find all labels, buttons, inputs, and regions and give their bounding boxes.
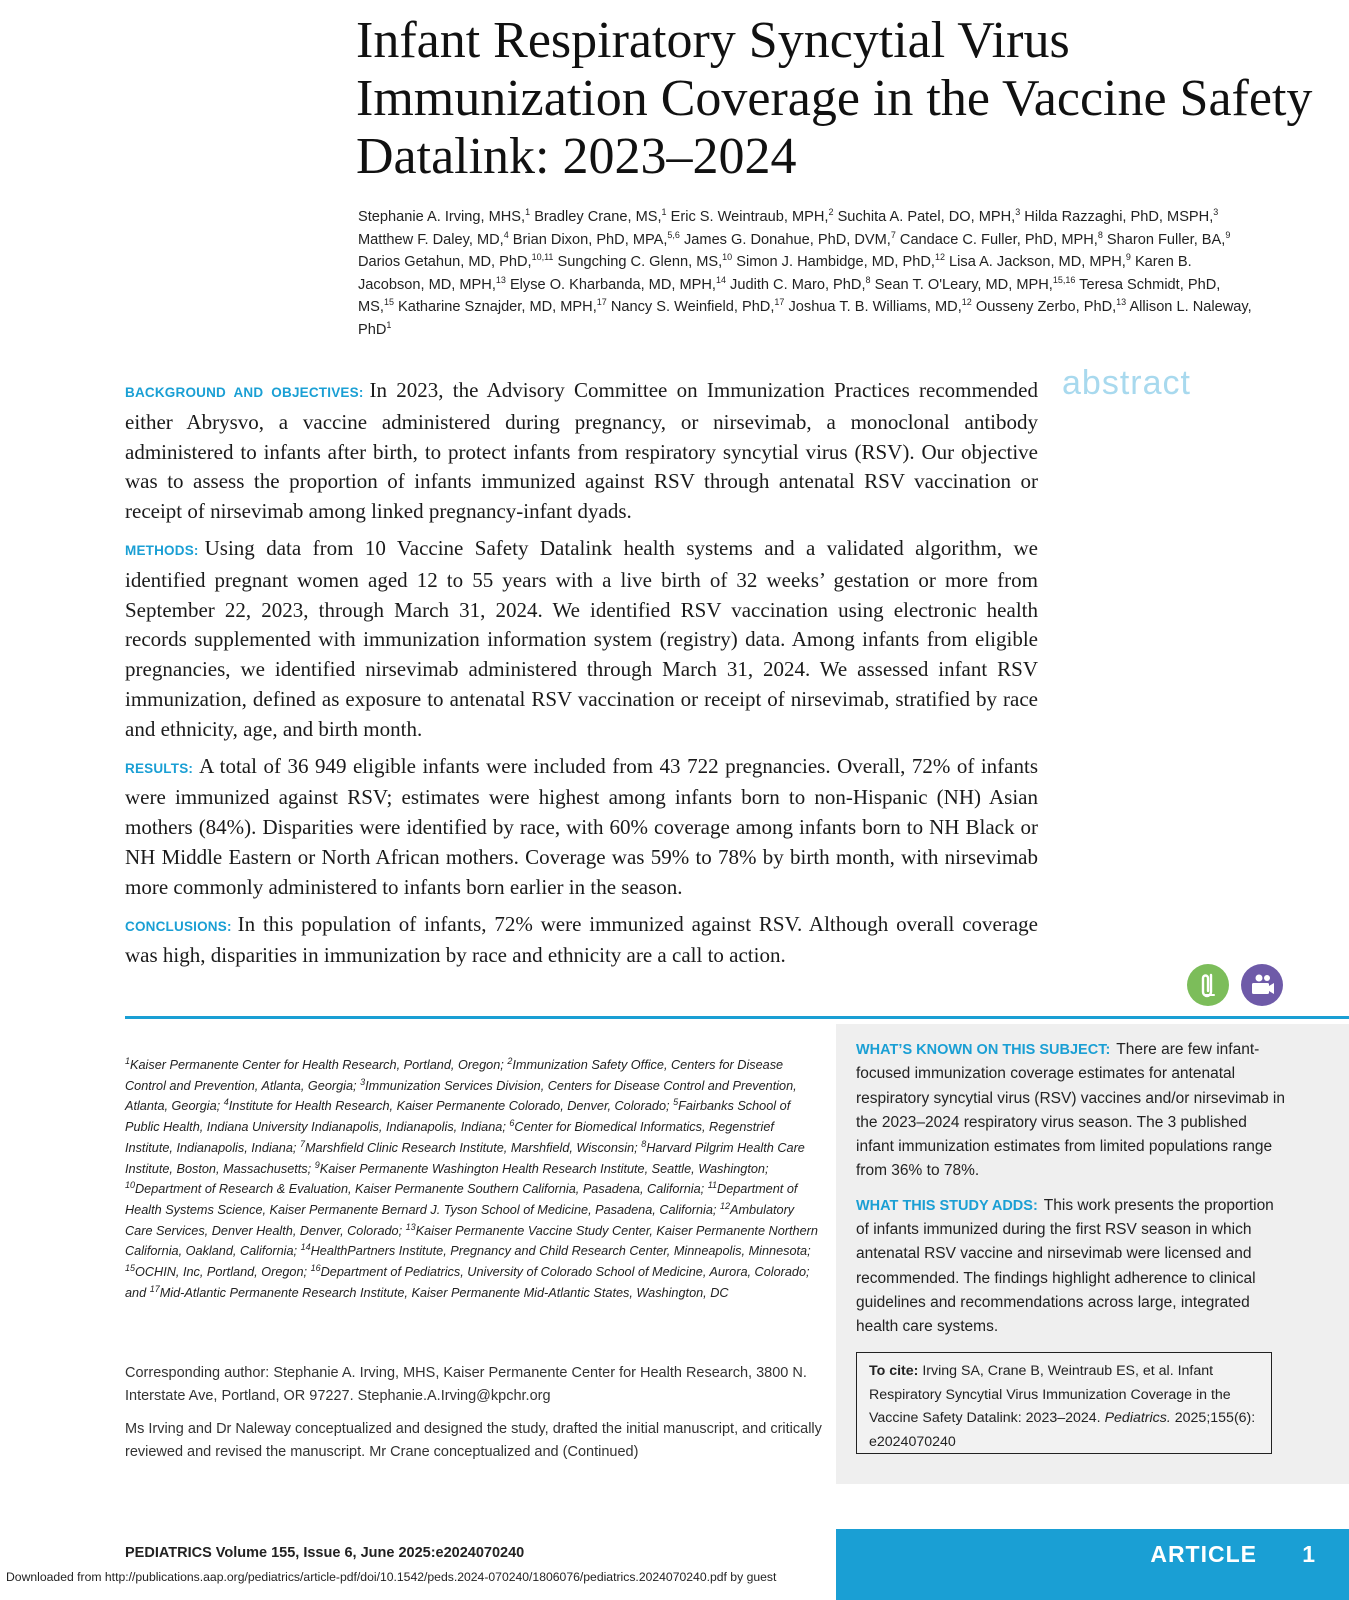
- affiliation-number: 1: [125, 1055, 131, 1066]
- author-affiliation-ref: 2: [828, 207, 834, 218]
- author-affiliation-ref: 8: [865, 274, 871, 285]
- author-name: Katharine Sznajder, MD, MPH,: [398, 299, 597, 315]
- conclusions-text: In this population of infants, 72% were immunized against RSV. Although overall coverage was high, disparities in immunization by race and ethnicity are a call to action.: [125, 911, 1038, 968]
- author-name: Matthew F. Daley, MD,: [358, 231, 504, 248]
- affiliation-number: 10: [125, 1179, 136, 1190]
- affiliation-number: 8: [641, 1138, 647, 1149]
- author-name: Lisa A. Jackson, MD, MPH,: [949, 254, 1126, 270]
- affiliation-number: 3: [360, 1076, 366, 1087]
- author-affiliation-ref: 9: [1225, 229, 1231, 240]
- author-name: Ousseny Zerbo, PhD,: [975, 299, 1117, 315]
- author-name: Allison L. Naleway, PhD: [358, 299, 1252, 338]
- author-name: Judith C. Maro, PhD,: [730, 276, 866, 293]
- article-label: ARTICLE: [1150, 1541, 1257, 1567]
- study-adds-label: WHAT THIS STUDY ADDS:: [856, 1197, 1038, 1214]
- whats-known-label: WHAT’S KNOWN ON THIS SUBJECT:: [856, 1042, 1111, 1058]
- author-affiliation-ref: 10,11: [531, 252, 554, 263]
- author-name: Nancy S. Weinfield, PhD,: [610, 299, 775, 315]
- author-affiliation-ref: 8: [1097, 229, 1103, 240]
- author-name: Stephanie A. Irving, MHS,: [358, 209, 526, 225]
- affiliation-text: Harvard Pilgrim Health Care Institute, Boston, Massachusetts;: [125, 1140, 805, 1176]
- affiliation-number: 14: [300, 1242, 311, 1253]
- author-name: Joshua T. B. Williams, MD,: [788, 299, 962, 315]
- author-name: Suchita A. Patel, DO, MPH,: [837, 209, 1016, 225]
- author-affiliation-ref: 9: [1125, 252, 1131, 263]
- affiliation-text: Kaiser Permanente Center for Health Research, Portland, Oregon;: [130, 1058, 504, 1072]
- study-adds-text: This work presents the proportion of infants immunized during the first RSV season in which antenatal RSV vaccine and nirsevimab were licensed and recommended. The findings highlight adherence to clinical guidelines and recommendations across large, integrated health care systems.: [856, 1196, 1274, 1336]
- author-name: Brian Dixon, PhD, MPA,: [512, 231, 668, 248]
- background-text: In 2023, the Advisory Committee on Immunization Practices recommended either Abrysvo, a vaccine administered during pregnancy, or nirsevimab, a monoclonal antibody administered to infants after birth, to protect infants from respiratory syncytial virus (RSV). Our objective was to assess the proportion of infants immunized against RSV through antenatal RSV vaccination or receipt of nirsevimab among linked pregnancy-infant dyads.: [125, 378, 1038, 524]
- author-affiliation-ref: 1: [661, 207, 667, 218]
- results-label: RESULTS:: [125, 760, 194, 776]
- author-affiliation-ref: 12: [934, 252, 945, 263]
- affiliation-text: Center for Biomedical Informatics, Regenstrief Institute, Indianapolis, Indiana;: [125, 1120, 774, 1155]
- key-points-text: [856, 1038, 1286, 1350]
- cite-tail: 2025;155(6): e2024070240: [869, 1410, 1256, 1450]
- cite-text: Irving SA, Crane B, Weintraub ES, et al. Infant Respiratory Syncytial Virus Immunization Coverage in the Vaccine Safety Datalink: 2023–2024.: [869, 1363, 1231, 1426]
- abstract-heading: abstract: [1062, 364, 1191, 402]
- affiliation-text: Department of Research & Evaluation, Kaiser Permanente Southern California, Pasadena, California;: [135, 1182, 705, 1197]
- affiliation-number: 5: [673, 1097, 679, 1108]
- author-name: Sean T. O'Leary, MD, MPH,: [874, 276, 1053, 293]
- affiliation-text: Department of Health Systems Science, Kaiser Permanente Bernard J. Tyson School of Medicine, Pasadena, California;: [125, 1182, 798, 1217]
- section-divider: [125, 1016, 1349, 1019]
- affiliation-number: 16: [310, 1262, 321, 1273]
- corresponding-author: Corresponding author: Stephanie A. Irving, MHS, Kaiser Permanente Center for Health Research, 3800 N. Interstate Ave, Portland, OR 97227. Stephanie.A.Irving@kpchr.org: [125, 1365, 807, 1404]
- affiliation-number: 11: [707, 1179, 718, 1190]
- affiliation-number: 15: [125, 1262, 136, 1273]
- conclusions-label: CONCLUSIONS:: [125, 918, 232, 934]
- whats-known: [856, 1038, 1286, 1184]
- affiliation-number: 9: [314, 1159, 320, 1170]
- author-name: Simon J. Hambidge, MD, PhD,: [736, 254, 935, 270]
- affiliation-text: Kaiser Permanente Washington Health Research Institute, Seattle, Washington;: [319, 1161, 769, 1176]
- affiliation-number: 13: [405, 1221, 416, 1232]
- whats-known-text: There are few infant-focused immunization coverage estimates for antenatal respiratory syncytial virus (RSV) vaccines and/or nirsevimab in the 2023–2024 respiratory virus season. The 3 published infant immunization estimates from limited populations range from 36% to 78%.: [856, 1041, 1285, 1180]
- author-affiliation-ref: 1: [525, 207, 531, 218]
- affiliation-text: OCHIN, Inc, Portland, Oregon;: [135, 1265, 308, 1280]
- affiliation-text: Kaiser Permanente Vaccine Study Center, Kaiser Permanente Northern California, Oakland, California;: [125, 1223, 818, 1259]
- author-affiliation-ref: 13: [495, 274, 506, 285]
- affiliation-number: 7: [299, 1138, 305, 1149]
- methods-text: Using data from 10 Vaccine Safety Datalink health systems and a validated algorithm, we identified pregnant women aged 12 to 55 years with a live birth of 32 weeks’ gestation or more from September 22, 2023, through March 31, 2024. We identified RSV vaccination using electronic health records supplemented with immunization information system (registry) data. Among infants from eligible pregnancies, we identified nirsevimab administered through March 31, 2024. We assessed infant RSV immunization, defined as exposure to antenatal RSV vaccination or receipt of nirsevimab, stratified by race and ethnicity, age, and birth month.: [125, 535, 1038, 741]
- author-name: Sharon Fuller, BA,: [1106, 231, 1226, 248]
- author-contributions: Ms Irving and Dr Naleway conceptualized and designed the study, drafted the initial manuscript, and critically reviewed and revised the manuscript. Mr Crane conceptualized and (Continued): [125, 1421, 822, 1460]
- cite-journal: Pediatrics.: [1104, 1410, 1171, 1426]
- download-notice[interactable]: Downloaded from http://publications.aap.org/pediatrics/article-pdf/doi/10.1542/peds.2024-070240/1806076/pediatrics.2024070240.pdf by guest: [6, 1570, 777, 1584]
- author-affiliation-ref: 1: [386, 319, 392, 330]
- affiliation-text: HealthPartners Institute, Pregnancy and Child Research Center, Minneapolis, Minnesota;: [310, 1244, 811, 1259]
- author-affiliation-ref: 3: [1015, 207, 1021, 218]
- affiliation-number: 12: [719, 1200, 730, 1211]
- article-page-bar: [836, 1529, 1349, 1600]
- affiliations: [125, 1055, 825, 1303]
- abstract-body: [125, 376, 1038, 978]
- author-name: Sungching C. Glenn, MS,: [557, 254, 723, 270]
- affiliation-text: Ambulatory Care Services, Denver Health, Denver, Colorado;: [125, 1202, 795, 1238]
- study-adds: [856, 1194, 1286, 1340]
- methods-label: METHODS:: [125, 542, 199, 558]
- affiliation-number: 17: [149, 1283, 160, 1294]
- affiliation-text: Mid-Atlantic Permanente Research Institute, Kaiser Permanente Mid-Atlantic States, Washington, DC: [159, 1285, 729, 1300]
- author-name: Teresa Schmidt, PhD, MS,: [358, 276, 1221, 315]
- results-text: A total of 36 949 eligible infants were included from 43 722 pregnancies. Overall, 72% of infants were immunized against RSV; estimates were highest among infants born to non-Hispanic (NH) Asian mothers (84%). Disparities were identified by race, with 60% coverage among infants born to NH Black or NH Middle Eastern or North African mothers. Coverage was 59% to 78% by birth month, with nirsevimab more commonly administered to infants born earlier in the season.: [125, 753, 1038, 899]
- affiliation-text: Immunization Services Division, Centers for Disease Control and Prevention, Atlanta, Georgia;: [125, 1078, 797, 1114]
- author-affiliation-ref: 7: [890, 229, 896, 240]
- author-affiliation-ref: 15,16: [1052, 274, 1076, 285]
- video-camera-icon[interactable]: [1241, 964, 1283, 1006]
- affiliation-text: Fairbanks School of Public Health, Indiana University Indianapolis, Indianapolis, Indiana;: [125, 1099, 791, 1135]
- affiliation-text: Immunization Safety Office, Centers for Disease Control and Prevention, Atlanta, Georgia;: [125, 1058, 784, 1093]
- article-title: Infant Respiratory Syncytial Virus Immunization Coverage in the Vaccine Safety Datalink: 2023–2024: [356, 12, 1313, 185]
- author-affiliation-ref: 14: [715, 274, 726, 285]
- author-affiliation-ref: 4: [503, 229, 509, 240]
- author-name: Bradley Crane, MS,: [534, 209, 662, 225]
- author-name: Eric S. Weintraub, MPH,: [670, 209, 829, 225]
- affiliation-number: 4: [223, 1097, 229, 1108]
- abstract-results: [125, 752, 1038, 903]
- author-name: Candace C. Fuller, PhD, MPH,: [899, 231, 1098, 248]
- affiliation-text: Department of Pediatrics, University of Colorado School of Medicine, Aurora, Colorado; and: [125, 1265, 810, 1300]
- affiliation-number: 6: [509, 1117, 515, 1128]
- author-affiliation-ref: 3: [1213, 207, 1219, 218]
- author-affiliation-ref: 12: [961, 297, 972, 308]
- author-affiliation-ref: 17: [596, 297, 607, 308]
- abstract-conclusions: [125, 910, 1038, 972]
- citation-box: [856, 1352, 1272, 1454]
- journal-footer: PEDIATRICS Volume 155, Issue 6, June 2025:e2024070240: [125, 1545, 525, 1561]
- author-name: James G. Donahue, PhD, DVM,: [684, 231, 891, 248]
- author-affiliation-ref: 5,6: [667, 229, 680, 240]
- author-list: [358, 206, 1258, 341]
- author-affiliation-ref: 15: [383, 297, 394, 308]
- author-affiliation-ref: 10: [722, 252, 733, 263]
- paperclip-icon[interactable]: [1187, 964, 1229, 1006]
- abstract-methods: [125, 534, 1038, 745]
- page-number: 1: [1302, 1541, 1315, 1567]
- author-name: Darios Getahun, MD, PhD,: [358, 254, 532, 270]
- affiliation-text: Institute for Health Research, Kaiser Permanente Colorado, Denver, Colorado;: [228, 1099, 670, 1114]
- cite-label: To cite:: [869, 1363, 919, 1379]
- author-name: Elyse O. Kharbanda, MD, MPH,: [509, 276, 716, 293]
- author-name: Karen B. Jacobson, MD, MPH,: [358, 254, 1192, 293]
- affiliation-text: Marshfield Clinic Research Institute, Marshfield, Wisconsin;: [304, 1140, 638, 1155]
- background-label: BACKGROUND AND OBJECTIVES:: [125, 385, 364, 400]
- author-affiliation-ref: 13: [1116, 297, 1127, 308]
- affiliation-number: 2: [507, 1055, 513, 1066]
- author-affiliation-ref: 17: [774, 297, 785, 308]
- abstract-background: [125, 376, 1038, 527]
- author-name: Hilda Razzaghi, PhD, MSPH,: [1024, 209, 1214, 225]
